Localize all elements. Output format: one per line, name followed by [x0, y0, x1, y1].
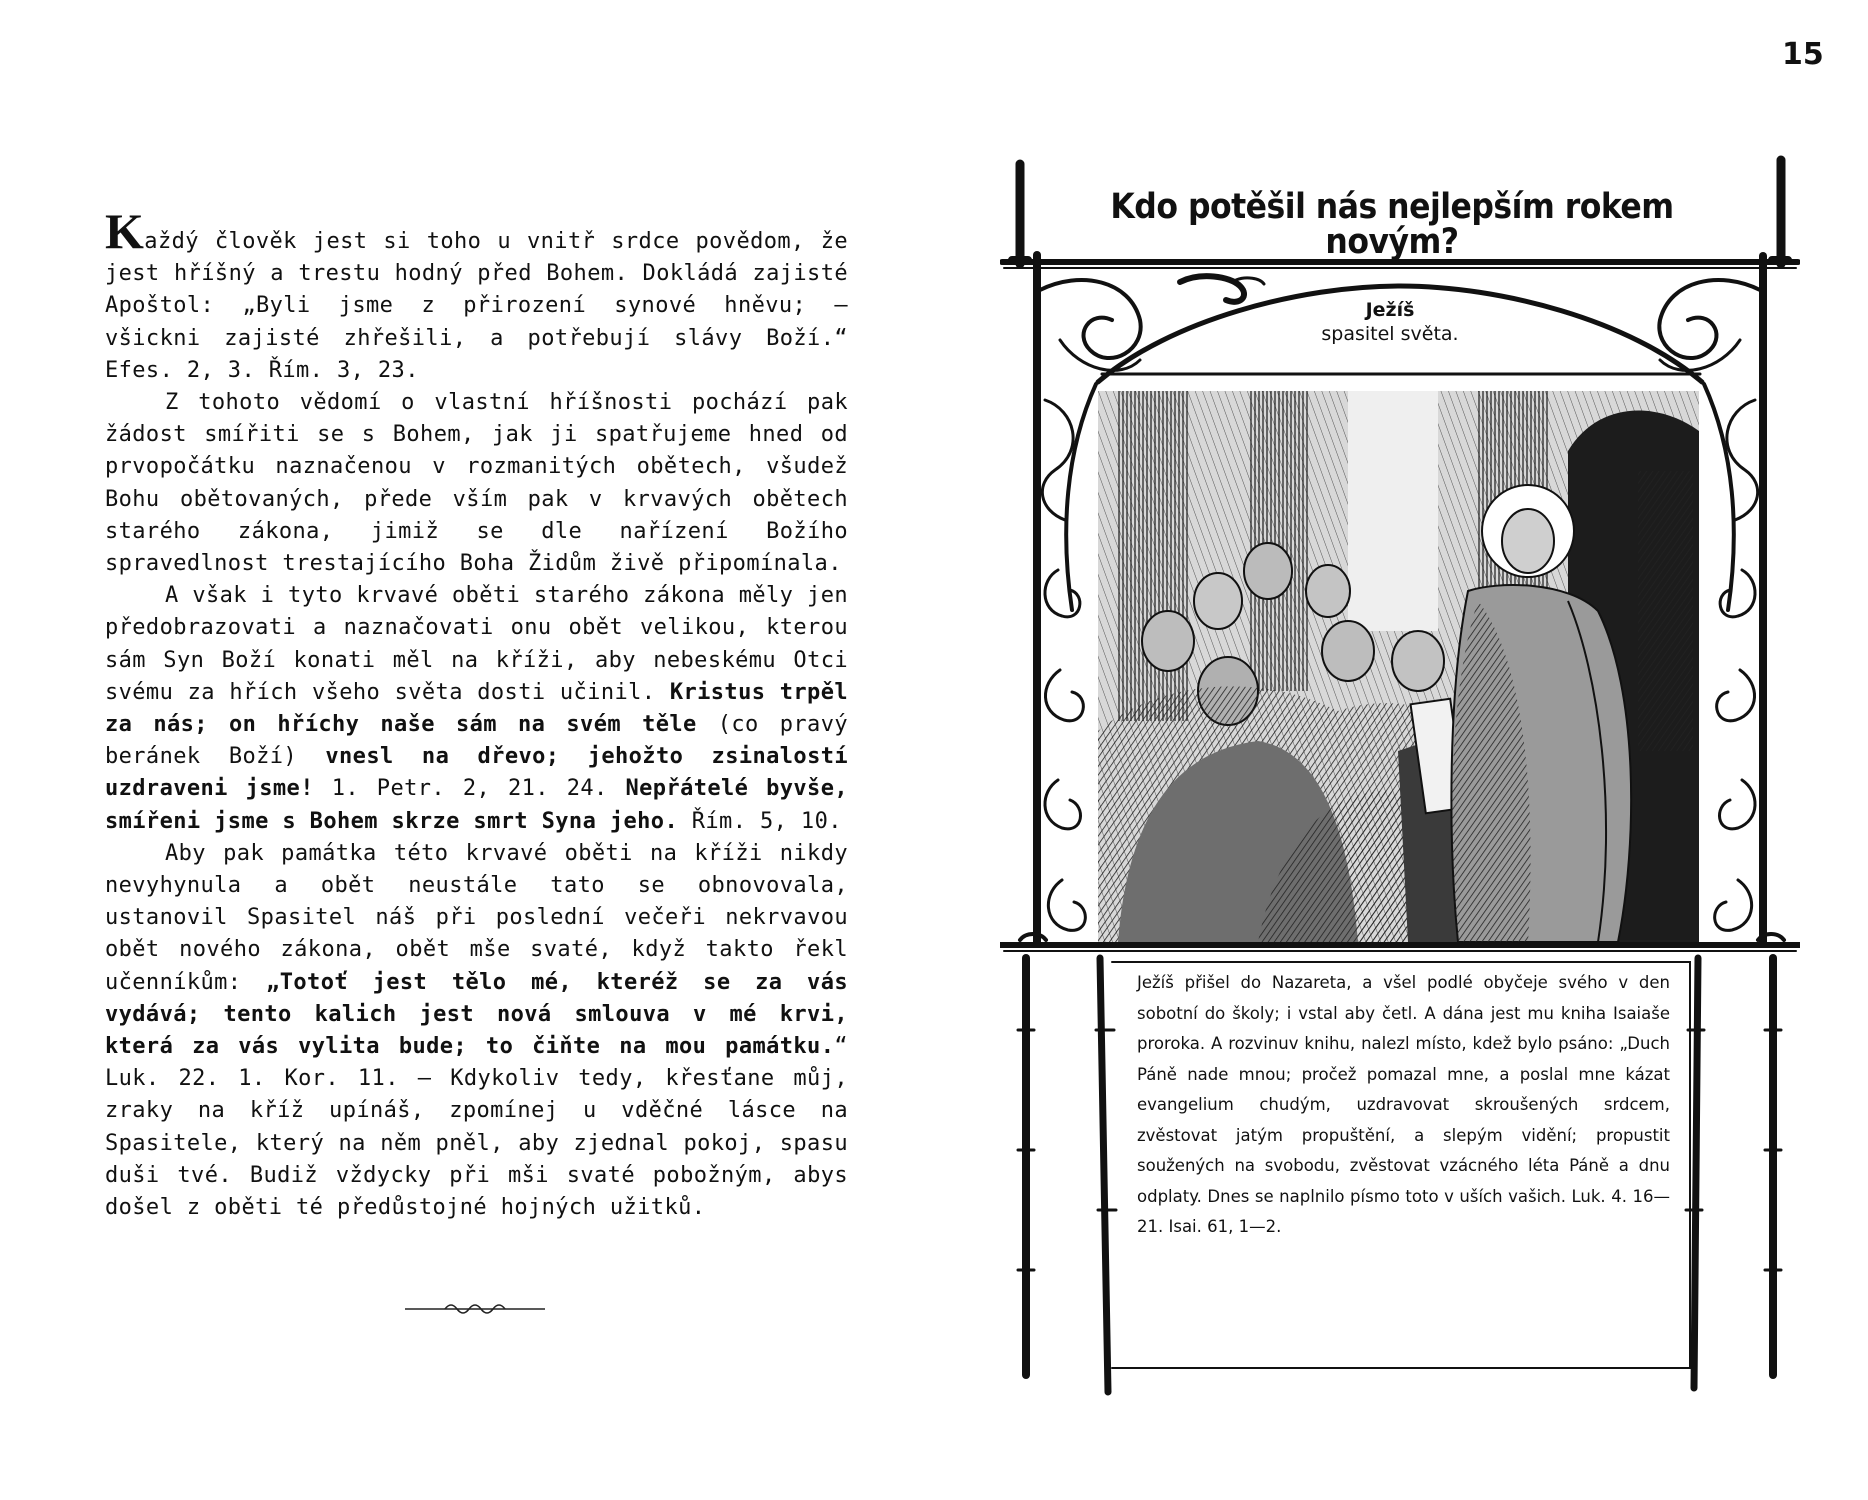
paragraph-2-text: Z tohoto vědomí o vlastní hříšnosti pochází pak žádost smířiti se s Bohem, jak ji spatřujeme hned od prvopočátku naznačenou v rozmanitých obětech, všudež Bohu obětovaných, přede vším pak v krvavých obětech starého zákona, jimiž se dle nařízení Božího spravedlnost trestajícího Boha Židům živě připomínala.	[105, 390, 848, 577]
paragraph-3-text-e: Řím. 5, 10.	[691, 808, 842, 834]
paragraph-3-bold-3: Nepřátelé byvše, smířeni jsme s Bohem skrze smrt Syna jeho.	[105, 776, 848, 834]
paragraph-3-text-a: A však i tyto krvavé oběti starého zákona měly jen předobrazovati a naznačovati onu obět velikou, kterou sám Syn Boží konati měl na kříži, aby nebeskému Otci svému za hřích všeho světa dosti učinil.	[105, 583, 848, 705]
panel-title: Kdo potěšil nás nejlepším rokem novým?	[1110, 187, 1674, 262]
paragraph-1	[105, 203, 848, 387]
paragraph-1-text: aždý člověk jest si toho u vnitř srdce povědom, že jest hříšný a trestu hodný před Bohem. Dokládá zajisté Apoštol: „Byli jsme z přirození synové hněvu; — všickni zajisté zhřešili, a potřebují slávy Boží.“ Efes. 2, 3. Řím. 3, 23.	[105, 229, 848, 383]
arch-label-line-1: Ježíš	[1365, 299, 1415, 321]
arch-label	[1240, 298, 1540, 346]
engraving-illustration	[1098, 391, 1699, 942]
paragraph-3-text-c: (co pravý beránek Boží)	[105, 712, 848, 770]
paragraph-3-text-d: 1. Petr. 2, 21. 24.	[331, 776, 608, 802]
paragraph-4-text-a: Aby pak památka této krvavé oběti na kříži nikdy nevyhynula a obět neustále tato se obnovovala, ustanovil Spasitel náš při poslední večeři nekrvavou obět nového zákona, obět mše svaté, když takto řekl učenníkům:	[105, 840, 848, 995]
paragraph-3	[105, 580, 848, 838]
paragraph-2	[105, 387, 848, 580]
arch-label-line-2: spasitel světa.	[1321, 323, 1459, 345]
caption-text	[1137, 968, 1670, 1243]
end-ornament	[405, 1298, 545, 1318]
paragraph-4-bold: „Totoť jest tělo mé, kteréž se za vás vydává; tento kalich jest nová smlouva v mé krvi, která za vás vylita bude; to čiňte na mou památku.	[105, 969, 848, 1060]
caption-paragraph: Ježíš přišel do Nazareta, a všel podlé obyčeje svého v den sobotní do školy; i vstal aby četl. A dána jest mu kniha Isaiaše proroka. A rozvinuv knihu, nalezl místo, kdež bylo psáno: „Duch Páně nade mnou; pročež pomazal mne, a poslal mne kázat evangelium chudým, uzdravovat skroušených srdcem, zvěstovat jatým propuštění, a slepým vidění; propustit soužených na svobodu, zvěstovat vzácného léta Páně a dnu odplaty. Dnes se naplnilo písmo toto v uších vašich. Luk. 4. 16—21. Isai. 61, 1—2.	[1137, 973, 1670, 1236]
page-number: 15	[1782, 37, 1824, 72]
paragraph-3-bold-1: Kristus trpěl za nás; on hříchy naše sám na svém těle	[105, 679, 848, 738]
left-page-text	[105, 203, 849, 1224]
drop-cap: K	[105, 203, 145, 259]
paragraph-4-text-c: “ Luk. 22. 1. Kor. 11. — Kdykoliv tedy, křesťane můj, zraky na kříž upínáš, zpomínej u vděčné lásce na Spasitele, který na něm pněl, aby zjednal pokoj, spasu duši tvé. Budiž vždycky při mši svaté pobožným, abys došel z oběti té předůstojné hojných užitků.	[105, 1034, 848, 1221]
paragraph-4	[105, 838, 848, 1224]
paragraph-3-bold-2: vnesl na dřevo; jehožto zsinalostí uzdraveni jsme!	[105, 744, 849, 802]
